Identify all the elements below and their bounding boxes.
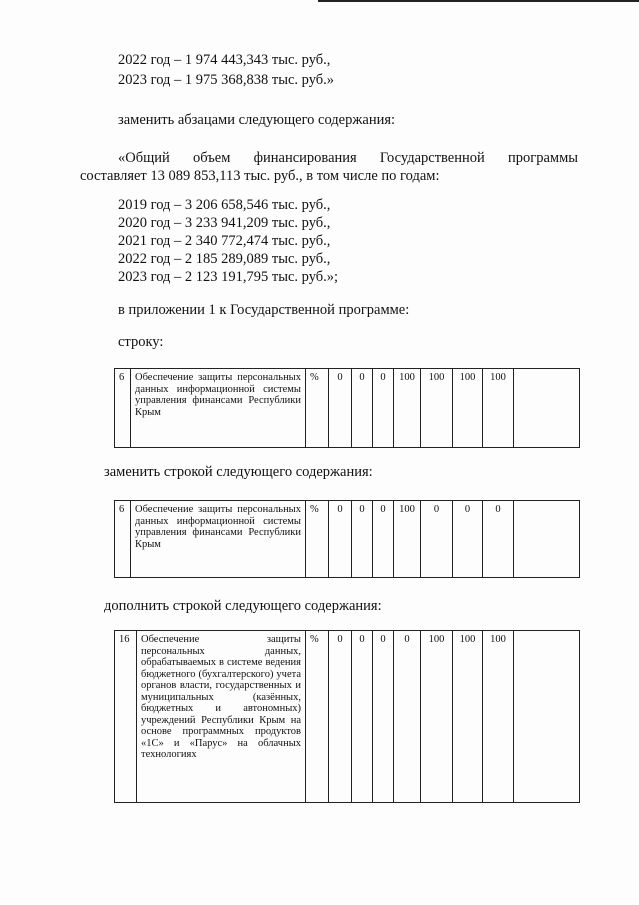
row-number: 6 xyxy=(115,369,131,448)
row-value-5: 0 xyxy=(421,501,453,578)
table-row-old xyxy=(114,368,580,448)
text-year-2020: 2020 год – 3 233 941,209 тыс. руб., xyxy=(118,215,331,231)
row-unit: % xyxy=(306,631,329,803)
text-year-2022: 2022 год – 2 185 289,089 тыс. руб., xyxy=(118,251,331,267)
row-empty-cell xyxy=(514,369,580,448)
text-total-funding-line2: составляет 13 089 853,113 тыс. руб., в том числе по годам: xyxy=(80,168,440,184)
row-value-6: 100 xyxy=(453,369,483,448)
text-appendix: в приложении 1 к Государственной программе: xyxy=(118,302,410,318)
row-value-6: 100 xyxy=(453,631,483,803)
row-number: 6 xyxy=(115,501,131,578)
row-unit: % xyxy=(306,369,329,448)
row-value-3: 0 xyxy=(373,631,394,803)
text-replace-row: заменить строкой следующего содержания: xyxy=(104,464,373,480)
row-value-1: 0 xyxy=(329,369,352,448)
row-value-4: 100 xyxy=(394,369,421,448)
row-value-1: 0 xyxy=(329,631,352,803)
table-row xyxy=(115,631,580,803)
row-unit: % xyxy=(306,501,329,578)
row-value-4: 0 xyxy=(394,631,421,803)
row-value-1: 0 xyxy=(329,501,352,578)
text-replace-paragraphs: заменить абзацами следующего содержания: xyxy=(118,112,396,128)
top-border-line xyxy=(318,0,639,2)
row-value-2: 0 xyxy=(352,369,373,448)
row-empty-cell xyxy=(514,501,580,578)
row-empty-cell xyxy=(514,631,580,803)
text-total-funding-line1: «Общий объем финансирования Государственной программы xyxy=(118,150,578,166)
text-year-2019: 2019 год – 3 206 658,546 тыс. руб., xyxy=(118,197,331,213)
row-value-5: 100 xyxy=(421,631,453,803)
text-add-row: дополнить строкой следующего содержания: xyxy=(104,598,382,614)
row-value-2: 0 xyxy=(352,501,373,578)
row-value-3: 0 xyxy=(373,369,394,448)
row-description: Обеспечение защиты персональных данных, обрабатываемых в системе ведения бюджетного (бухгалтерского) учета органов власти, государственных и муниципальных (казённых, бюджетных и автономных) учреждений Республики Крым на основе программных продуктов «1С» и «Парус» на облачных технологиях xyxy=(137,631,306,803)
text-line-2022-old: 2022 год – 1 974 443,343 тыс. руб., xyxy=(118,52,331,68)
row-value-7: 100 xyxy=(483,631,514,803)
table-row xyxy=(115,369,580,448)
table-row-added xyxy=(114,630,580,803)
text-year-2021: 2021 год – 2 340 772,474 тыс. руб., xyxy=(118,233,331,249)
row-value-5: 100 xyxy=(421,369,453,448)
row-value-6: 0 xyxy=(453,501,483,578)
row-description: Обеспечение защиты персональных данных информационной системы управления финансами Республики Крым xyxy=(131,369,306,448)
text-year-2023: 2023 год – 2 123 191,795 тыс. руб.»; xyxy=(118,269,339,285)
table-row xyxy=(115,501,580,578)
table-row-new xyxy=(114,500,580,578)
text-line-2023-old: 2023 год – 1 975 368,838 тыс. руб.» xyxy=(118,72,335,88)
row-description: Обеспечение защиты персональных данных информационной системы управления финансами Республики Крым xyxy=(131,501,306,578)
row-number: 16 xyxy=(115,631,137,803)
row-value-7: 0 xyxy=(483,501,514,578)
row-value-4: 100 xyxy=(394,501,421,578)
row-value-2: 0 xyxy=(352,631,373,803)
row-value-7: 100 xyxy=(483,369,514,448)
row-value-3: 0 xyxy=(373,501,394,578)
text-row-label: строку: xyxy=(118,334,164,350)
